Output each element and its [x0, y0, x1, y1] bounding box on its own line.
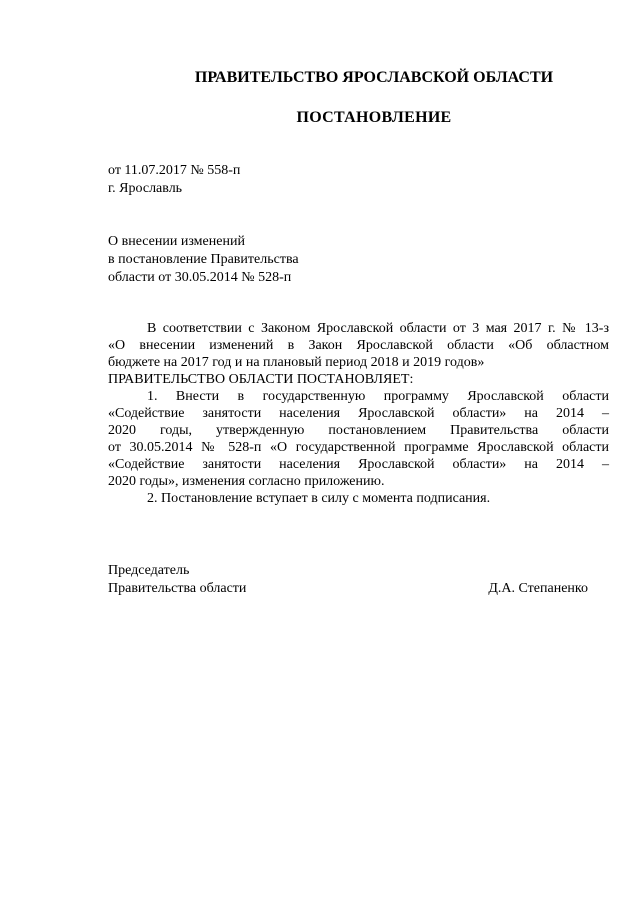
paragraph-line: 2020 годы, утвержденную постановлением Правительства области: [108, 423, 609, 438]
signatory-name: Д.А. Степаненко: [488, 581, 588, 596]
paragraph-line: «Содействие занятости населения Ярославской области» на 2014 –: [108, 457, 609, 472]
paragraph-line: «Содействие занятости населения Ярославской области» на 2014 –: [108, 406, 609, 421]
paragraph-line: бюджете на 2017 год и на плановый период 2018 и 2019 годов»: [108, 355, 485, 370]
paragraph-line: 2. Постановление вступает в силу с момента подписания.: [147, 491, 491, 506]
document-meta: [108, 162, 240, 198]
paragraph-line: 2020 годы», изменения согласно приложению.: [108, 474, 385, 489]
subject-line: О внесении изменений: [108, 234, 245, 249]
government-title: ПРАВИТЕЛЬСТВО ЯРОСЛАВСКОЙ ОБЛАСТИ: [194, 69, 554, 86]
subject-line: в постановление Правительства: [108, 252, 299, 267]
paragraph-line: «О внесении изменений в Закон Ярославской области «Об областном: [108, 338, 609, 353]
paragraph-line: В соответствии с Законом Ярославской области от 3 мая 2017 г. № 13-з: [147, 321, 609, 336]
paragraph-line: ПРАВИТЕЛЬСТВО ОБЛАСТИ ПОСТАНОВЛЯЕТ:: [108, 372, 414, 387]
date-number: от 11.07.2017 № 558-п: [108, 163, 241, 178]
paragraph-line: 1. Внести в государственную программу Ярославской области: [147, 389, 609, 404]
document-body: [108, 320, 609, 507]
signature-block: [108, 562, 588, 598]
signatory-title: Председатель: [108, 563, 190, 578]
document-subject: [108, 233, 299, 287]
city: г. Ярославль: [108, 181, 183, 196]
document-type-heading: ПОСТАНОВЛЕНИЕ: [296, 109, 452, 126]
signature-row: [108, 580, 588, 598]
paragraph-line: от 30.05.2014 № 528-п «О государственной программе Ярославской области: [108, 440, 609, 455]
subject-line: области от 30.05.2014 № 528-п: [108, 270, 292, 285]
signatory-title: Правительства области: [108, 581, 247, 596]
